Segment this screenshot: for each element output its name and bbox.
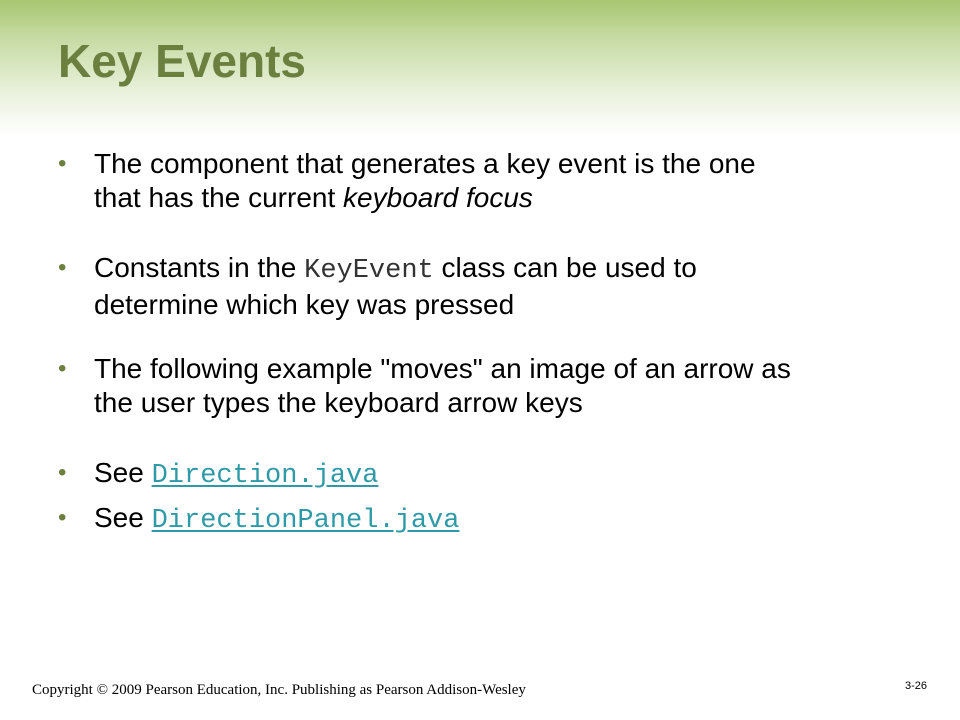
- bullet-arrow-example: [94, 352, 924, 420]
- code-keyevent: KeyEvent: [304, 256, 434, 286]
- bullet-text: determine which key was pressed: [94, 289, 515, 320]
- bullet-text: The component that generates a key event is the one: [94, 148, 756, 179]
- bullet-text: The following example "moves" an image of an arrow as: [94, 353, 791, 384]
- bullet-text: See: [94, 457, 152, 488]
- footer-copyright: Copyright © 2009 Pearson Education, Inc. Publishing as Pearson Addison-Wesley: [32, 682, 526, 698]
- bullet-keyevent-constants: [94, 251, 924, 322]
- link-direction-panel-java[interactable]: DirectionPanel.java: [151, 506, 460, 536]
- emphasis-keyboard-focus: keyboard focus: [343, 182, 533, 213]
- bullet-text: the user types the keyboard arrow keys: [94, 387, 583, 418]
- bullet-keyboard-focus: [94, 147, 924, 215]
- bullet-text: See: [94, 502, 152, 533]
- link-direction-java[interactable]: Direction.java: [151, 461, 379, 491]
- bullet-text: class can be used to: [433, 252, 697, 283]
- bullet-see-direction-panel: [94, 501, 924, 538]
- bullet-text: that has the current: [94, 182, 344, 213]
- bullet-text: Constants in the: [94, 252, 305, 283]
- slide-title: Key Events: [58, 35, 307, 87]
- bullet-see-direction: [94, 456, 924, 493]
- slide-number: 3-26: [905, 680, 928, 692]
